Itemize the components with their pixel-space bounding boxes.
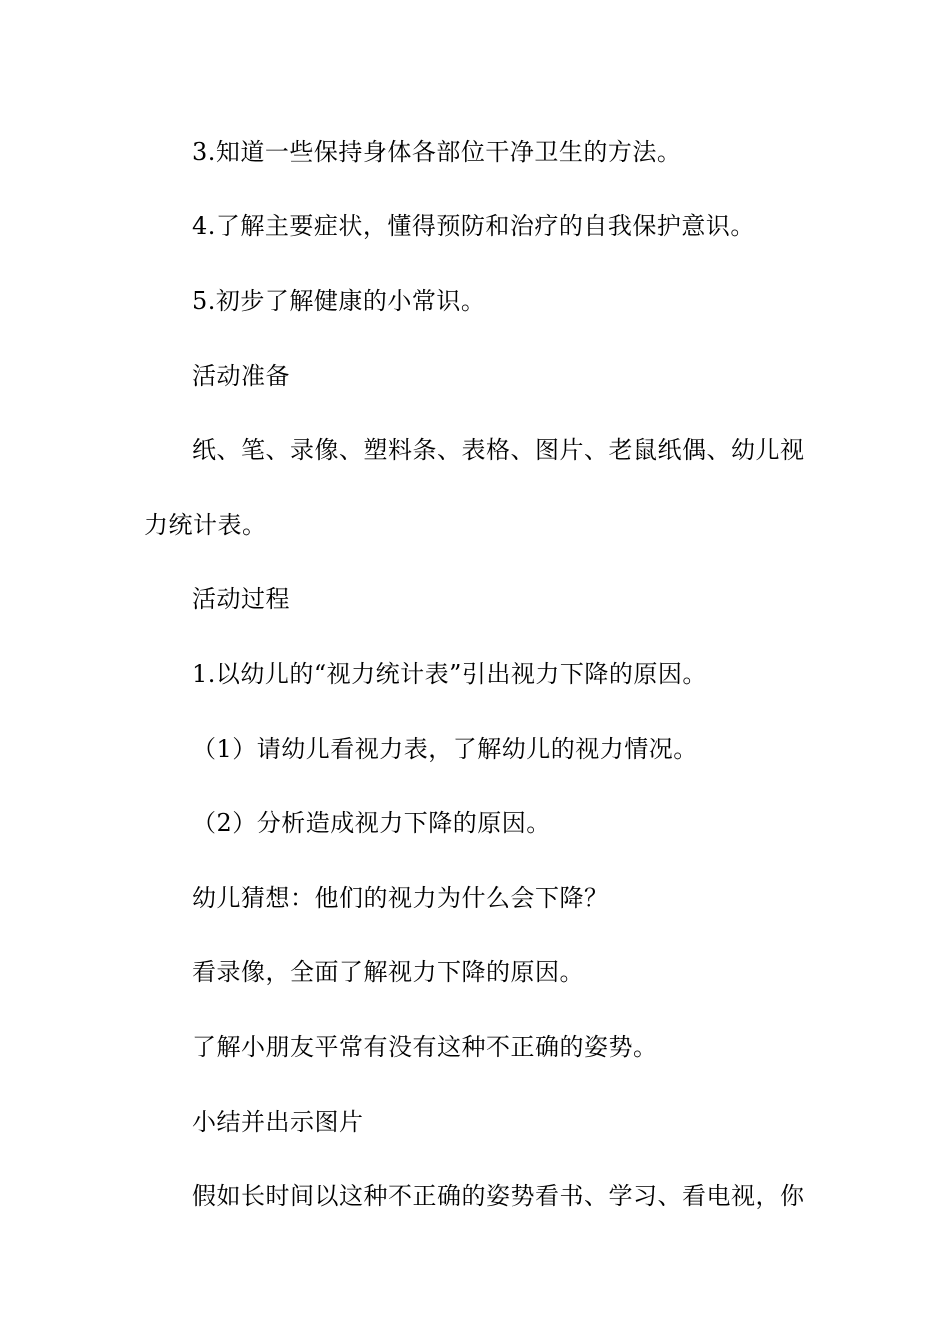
paragraph-goal-4: 4.了解主要症状，懂得预防和治疗的自我保护意识。 — [192, 212, 755, 240]
paragraph-posture: 了解小朋友平常有没有这种不正确的姿势。 — [192, 1033, 658, 1061]
section-heading-process: 活动过程 — [192, 585, 290, 613]
paragraph-substep-2: （2）分析造成视力下降的原因。 — [192, 809, 551, 837]
paragraph-materials-line-2: 力统计表。 — [144, 511, 267, 539]
paragraph-substep-1: （1）请幼儿看视力表，了解幼儿的视力情况。 — [192, 735, 698, 763]
paragraph-goal-5: 5.初步了解健康的小常识。 — [192, 287, 486, 315]
paragraph-step-1: 1.以幼儿的“视力统计表”引出视力下降的原因。 — [192, 660, 707, 688]
paragraph-watch-video: 看录像，全面了解视力下降的原因。 — [192, 958, 584, 986]
paragraph-materials-line-1: 纸、笔、录像、塑料条、表格、图片、老鼠纸偶、幼儿视 — [192, 436, 805, 464]
section-heading-preparation: 活动准备 — [192, 362, 290, 390]
paragraph-guess: 幼儿猜想：他们的视力为什么会下降？ — [192, 884, 609, 912]
paragraph-summary-text: 假如长时间以这种不正确的姿势看书、学习、看电视，你 — [192, 1182, 805, 1210]
paragraph-goal-3: 3.知道一些保持身体各部位干净卫生的方法。 — [192, 138, 682, 166]
paragraph-summary-heading: 小结并出示图片 — [192, 1108, 364, 1136]
